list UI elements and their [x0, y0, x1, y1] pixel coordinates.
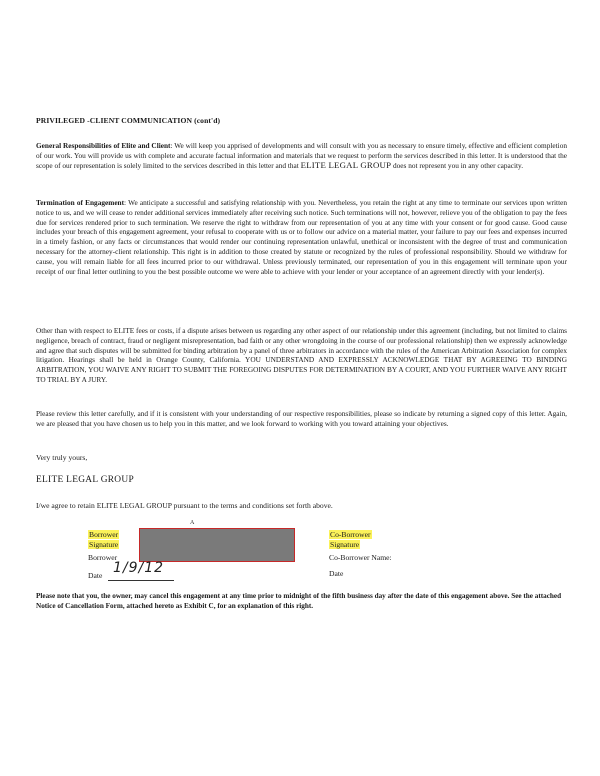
borrower-signature-label: Borrower Signature: [89, 530, 119, 549]
borrower-date-handwritten: 1/9/12: [113, 560, 165, 576]
review-paragraph: Please review this letter carefully, and if it is consistent with your understanding of our respective responsibilities, please so indicate by returning a signed copy of this letter. Again, we are pleased that you have chosen us to help you in this matter, and we look forward to working with you toward attaining your objectives.: [36, 409, 567, 428]
termination-paragraph: Termination of Engagement: We anticipate a successful and satisfying relationship with you. Nevertheless, you retain the right at any time to terminate our services upon written notice to us, and we will cease to render additional services immediately after receiving such notice. Such terminations will not, however, relieve you of the obligation to pay the fees due for services rendered prior to such termination. We reserve the right to withdraw from our representation of you at any time with your consent or for good cause. Good cause includes your breach of this engagement agreement, your refusal to cooperate with us or to follow our advice on a material matter, your failure to pay our fees and expenses incurred in a timely fashion, or any facts or circumstances that would render our continuing representation unlawful, unethical or inconsistent with the degree of trust and communication necessary for the attorney-client relationship. This right is in addition to those created by statute or recognized by the rules of professional responsibility. Should we withdraw for cause, you will remain liable for all fees incurred prior to our withdrawal. Unless previously terminated, our representation of you in this engagement will terminate upon your receipt of our final letter outlining to you the best possible outcome we were able to achieve with your lender or your acceptance of an agreement directly with your lender(s).: [36, 198, 567, 276]
termination-title: Termination of Engagement: [36, 198, 125, 207]
firm-signature-name: ELITE LEGAL GROUP: [36, 475, 134, 485]
arbitration-paragraph: Other than with respect to ELITE fees or costs, if a dispute arises between us regarding any other aspect of our relationship under this agreement (including, but not limited to claims negligence, breach of contract, fraud or negligent misrepresentation, bad faith or any other wrongdoing in the course of our professional relationship) then we expressly acknowledge and agree that such disputes will be submitted for binding arbitration by a panel of three arbitrators in accordance with the rules of the American Arbitration Association for complex litigation. Hearings shall be held in Orange County, California. YOU UNDERSTAND AND EXPRESSLY ACKNOWLEDGE THAT BY AGREEING TO BINDING ARBITRATION, YOU WAIVE ANY RIGHT TO SUBMIT THE FOREGOING DISPUTES FOR DETERMINATION BY A COURT, AND YOU FURTHER WAIVE ANY RIGHT TO TRIAL BY A JURY.: [36, 326, 567, 384]
general-responsibilities-title: General Responsibilities of Elite and Client: [36, 141, 171, 150]
coborrower-name-label: Co-Borrower Name:: [329, 553, 392, 562]
firm-name-inline: ELITE LEGAL GROUP: [300, 159, 392, 170]
cancellation-notice: Please note that you, the owner, may cancel this engagement at any time prior to midnight of the fifth business day after the date of this engagement above. See the attached Notice of Cancellation Form, attached hereto as Exhibit C, for an explanation of this right.: [36, 592, 562, 610]
agreement-statement: I/we agree to retain ELITE LEGAL GROUP pursuant to the terms and conditions set forth above.: [36, 501, 333, 510]
general-responsibilities-paragraph: General Responsibilities of Elite and Client: We will keep you apprised of developments and will consult with you as necessary to ensure timely, effective and efficient completion of our work. You will provide us with complete and accurate factual information and materials that we request to perform the services described in this letter. It is understood that the scope of our representation is solely limited to the services described in this letter and that ELITE LEGAL GROUP does not represent you in any other capacity.: [36, 141, 567, 170]
closing-line: Very truly yours,: [36, 453, 88, 462]
coborrower-date-label: Date: [329, 569, 344, 578]
borrower-date-line: [108, 580, 174, 581]
coborrower-signature-label: Co-Borrower Signature: [330, 530, 371, 549]
borrower-date-label: Date: [88, 571, 103, 580]
scan-mark: A: [190, 520, 195, 526]
page-heading: PRIVILEGED -CLIENT COMMUNICATION (cont'd): [36, 116, 221, 125]
borrower-name-label: Borrower: [88, 553, 118, 562]
redacted-signature-block: [139, 528, 295, 562]
